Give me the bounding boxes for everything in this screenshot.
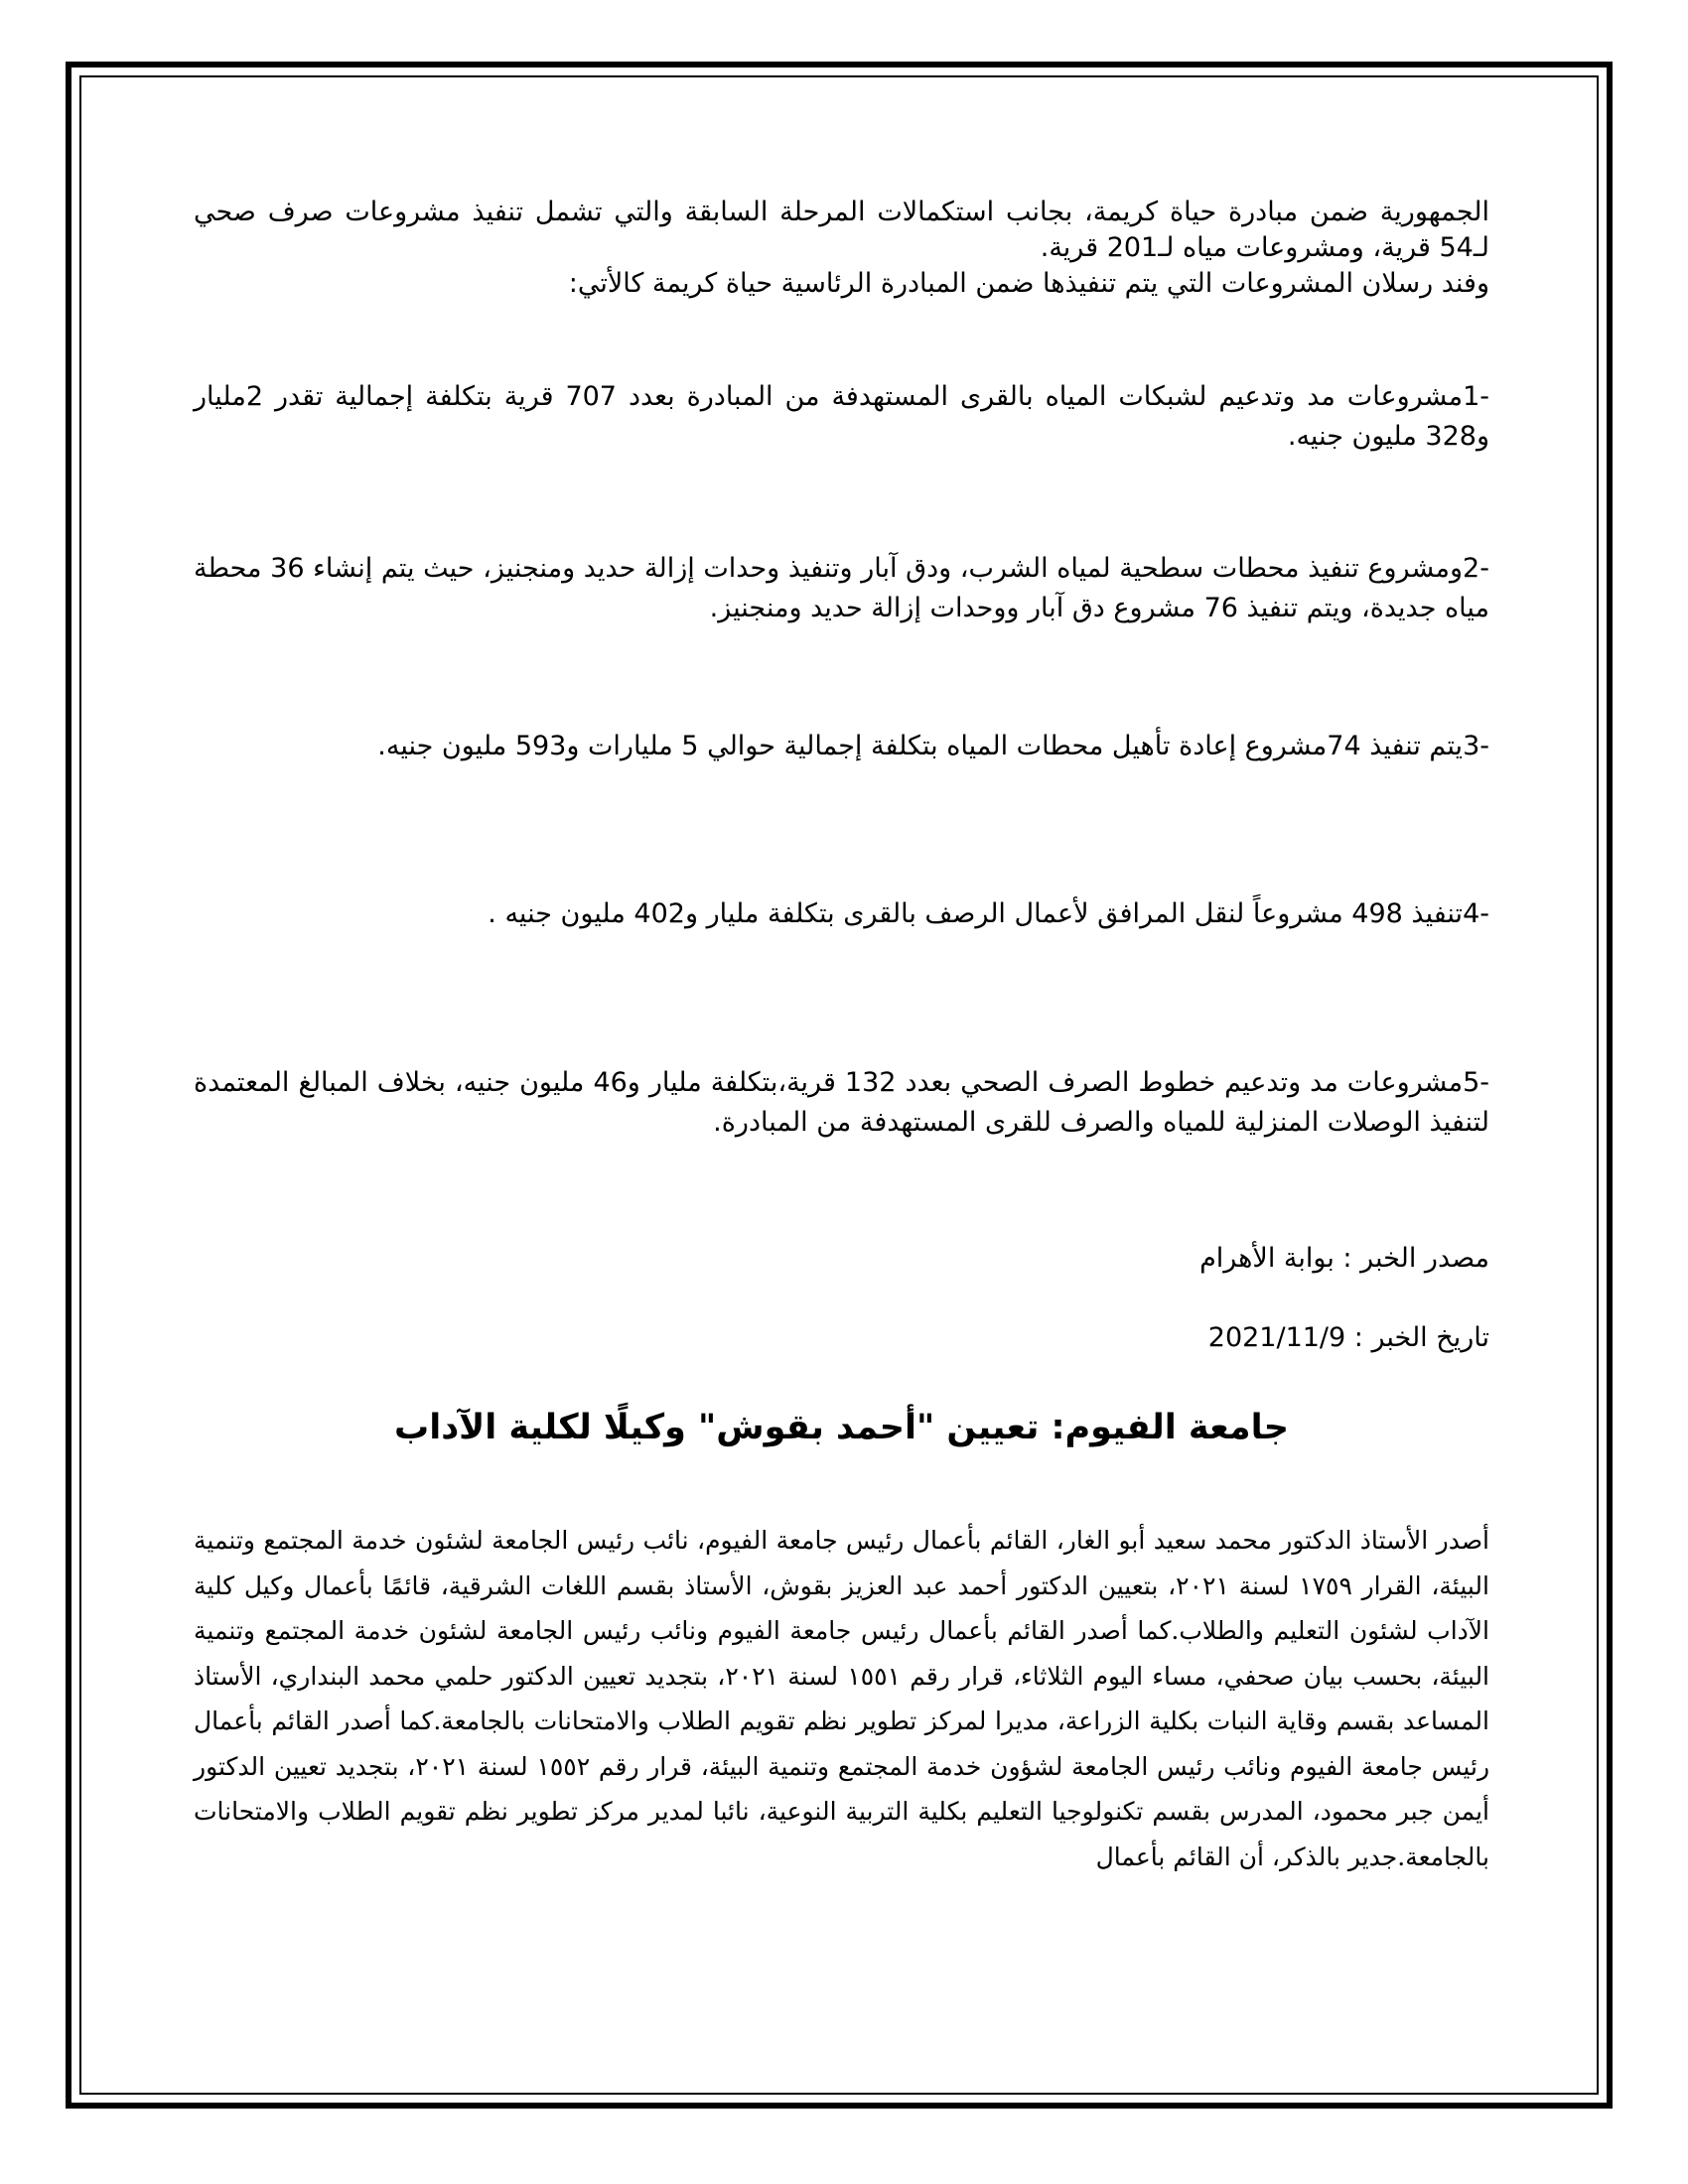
article-body: أصدر الأستاذ الدكتور محمد سعيد أبو الغار، القائم بأعمال رئيس جامعة الفيوم، نائب رئيس الجامعة لشئون خدمة المجتمع وتنمية البيئة، القرار ١٧٥٩ لسنة ٢٠٢١، بتعيين الدكتور أحمد عبد العزيز بقوش، الأستاذ بقسم اللغات الشرقية، قائمًا بأعمال وكيل كلية الآداب لشئون التعليم والطلاب.كما أصدر القائم بأعمال رئيس جامعة الفيوم ونائب رئيس الجامعة لشئون خدمة المجتمع وتنمية البيئة، بحسب بيان صحفي، مساء اليوم الثلاثاء، قرار رقم ١٥٥١ لسنة ٢٠٢١، بتجديد تعيين الدكتور حلمي محمد البنداري، الأستاذ المساعد بقسم وقاية النبات بكلية الزراعة، مديرا لمركز تطوير نظم تقويم الطلاب والامتحانات بالجامعة.كما أصدر القائم بأعمال رئيس جامعة الفيوم ونائب رئيس الجامعة لشؤون خدمة المجتمع وتنمية البيئة، قرار رقم ١٥٥٢ لسنة ٢٠٢١، بتجديد تعيين الدكتور أيمن جبر محمود، المدرس بقسم تكنولوجيا التعليم بكلية التربية النوعية، نائبا لمدير مركز تطوير نظم تقويم الطلاب والامتحانات بالجامعة.جدير بالذكر، أن القائم بأعمال [194,1526,1490,1871]
intro-lead: وفند رسلان المشروعات التي يتم تنفيذها ضمن المبادرة الرئاسية حياة كريمة كالأتي: [568,268,1489,299]
news-source: مصدر الخبر : بوابة الأهرام [1199,1243,1489,1274]
list-item-3: -3يتم تنفيذ 74مشروع إعادة تأهيل محطات المياه بتكلفة إجمالية حوالي 5 مليارات و593 مليون جنيه. [377,731,1489,761]
list-item-5: -5مشروعات مد وتدعيم خطوط الصرف الصحي بعدد 132 قرية،بتكلفة مليار و46 مليون جنيه، بخلاف المبالغ المعتمدة لتنفيذ الوصلات المنزلية للمياه والصرف للقرى المستهدفة من المبادرة. [194,1067,1489,1138]
article-title: جامعة الفيوم: تعيين "أحمد بقوش" وكيلًا لكلية الآداب [394,1408,1289,1447]
intro-paragraph: الجمهورية ضمن مبادرة حياة كريمة، بجانب استكمالات المرحلة السابقة والتي تشمل تنفيذ مشروعات صرف صحي لـ54 قرية، ومشروعات مياه لـ201 قرية. [194,197,1489,263]
document-body [194,195,1490,1871]
list-item-4: -4تنفيذ 498 مشروعاً لنقل المرافق لأعمال الرصف بالقرى بتكلفة مليار و402 مليون جنيه . [488,898,1489,929]
news-date: تاريخ الخبر : 2021/11/9 [1207,1322,1489,1353]
list-item-1: -1مشروعات مد وتدعيم لشبكات المياه بالقرى المستهدفة من المبادرة بعدد 707 قرية بتكلفة إجمالية تقدر 2مليار و328 مليون جنيه. [194,381,1489,452]
list-item-2: -2ومشروع تنفيذ محطات سطحية لمياه الشرب، ودق آبار وتنفيذ وحدات إزالة حديد ومنجنيز، حيث يتم إنشاء 36 محطة مياه جديدة، ويتم تنفيذ 76 مشروع دق آبار ووحدات إزالة حديد ومنجنيز. [194,553,1489,623]
